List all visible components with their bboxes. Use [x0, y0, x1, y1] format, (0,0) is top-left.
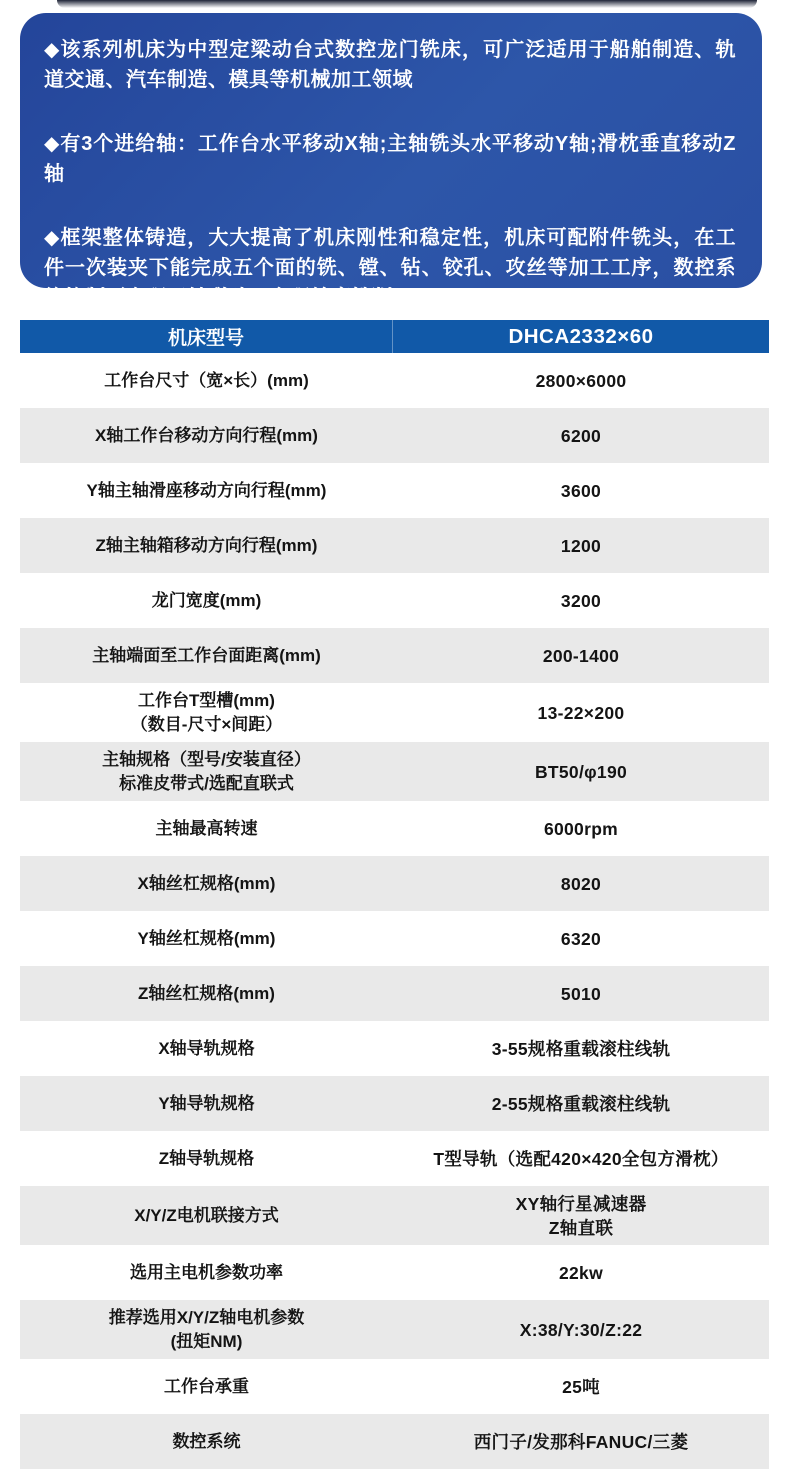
spec-label: X轴导轨规格 — [158, 1038, 255, 1058]
spec-row — [20, 1245, 769, 1300]
spec-header-param-label: 机床型号 — [20, 320, 393, 353]
spec-row — [20, 628, 769, 683]
spec-value: 5010 — [560, 983, 602, 1004]
spec-table-header — [20, 320, 769, 353]
spec-label: Z轴丝杠规格(mm) — [138, 983, 275, 1003]
spec-label: X轴丝杠规格(mm) — [137, 873, 276, 893]
spec-value: 3200 — [560, 590, 602, 611]
spec-label: 主轴最高转速 — [155, 818, 258, 838]
spec-label: Z轴导轨规格 — [158, 1148, 255, 1168]
intro-bullet: ◆该系列机床为中型定梁动台式数控龙门铣床，可广泛适用于船舶制造、轨道交通、汽车制造、模具等机械加工领域 — [44, 39, 736, 91]
spec-value: 200-1400 — [542, 645, 620, 666]
spec-row — [20, 1300, 769, 1359]
spec-label: X/Y/Z电机联接方式 — [134, 1205, 279, 1225]
spec-value: 西门子/发那科FANUC/三菱 — [473, 1431, 689, 1452]
spec-value: 22kw — [558, 1262, 603, 1283]
spec-label: 主轴端面至工作台面距离(mm) — [92, 645, 321, 665]
spec-header-model: DHCA2332×60 — [508, 324, 654, 348]
spec-label: Y轴导轨规格 — [158, 1093, 255, 1113]
spec-value: 6200 — [560, 425, 602, 446]
spec-row — [20, 966, 769, 1021]
spec-label: X轴工作台移动方向行程(mm) — [95, 425, 318, 445]
spec-row — [20, 683, 769, 742]
spec-row — [20, 353, 769, 408]
spec-label: 主轴规格（型号/安装直径） 标准皮带式/选配直联式 — [102, 749, 311, 793]
spec-label: 工作台承重 — [164, 1376, 249, 1396]
top-section-shadow — [57, 0, 757, 8]
spec-value: 2-55规格重载滚柱线轨 — [491, 1093, 671, 1114]
spec-value: 3600 — [560, 480, 602, 501]
spec-row — [20, 1359, 769, 1414]
spec-row — [20, 911, 769, 966]
spec-value: 6000rpm — [543, 818, 619, 839]
spec-value: T型导轨（选配420×420全包方滑枕） — [433, 1148, 729, 1169]
spec-value: 6320 — [560, 928, 602, 949]
spec-label: 龙门宽度(mm) — [151, 590, 262, 610]
spec-row — [20, 1021, 769, 1076]
intro-panel — [20, 13, 762, 309]
spec-label: 推荐选用X/Y/Z轴电机参数 (扭矩NM) — [108, 1307, 305, 1351]
spec-row — [20, 1186, 769, 1245]
spec-row — [20, 1131, 769, 1186]
spec-row — [20, 801, 769, 856]
intro-bullet: ◆有3个进给轴：工作台水平移动X轴;主轴铣头水平移动Y轴;滑枕垂直移动Z轴 — [44, 133, 736, 185]
spec-value: X:38/Y:30/Z:22 — [519, 1319, 643, 1340]
intro-bullet: ◆框架整体铸造，大大提高了机床刚性和稳定性，机床可配附件铣头，在工件一次装夹下能完成五个面的铣、镗、钻、铰孔、攻丝等加工工序，数控系统控制可实现三轴联动，实现轮廓铣削 — [44, 227, 736, 309]
spec-table-body — [20, 353, 769, 1469]
spec-label: Z轴主轴箱移动方向行程(mm) — [95, 535, 318, 555]
spec-value: 25吨 — [562, 1376, 600, 1397]
spec-label: 工作台尺寸（宽×长）(mm) — [104, 370, 309, 390]
spec-label: 数控系统 — [172, 1431, 241, 1451]
spec-value: 13-22×200 — [537, 702, 625, 723]
spec-label: 选用主电机参数功率 — [130, 1262, 283, 1282]
spec-label: Y轴丝杠规格(mm) — [137, 928, 276, 948]
spec-row — [20, 408, 769, 463]
spec-row — [20, 742, 769, 801]
spec-value: 2800×6000 — [535, 370, 627, 391]
spec-value: 3-55规格重载滚柱线轨 — [491, 1038, 671, 1059]
spec-row — [20, 518, 769, 573]
spec-row — [20, 856, 769, 911]
spec-row — [20, 463, 769, 518]
spec-row — [20, 573, 769, 628]
spec-row — [20, 1076, 769, 1131]
spec-table — [20, 320, 769, 1469]
spec-value: 1200 — [560, 535, 602, 556]
spec-label: 工作台T型槽(mm) （数目-尺寸×间距） — [130, 690, 283, 734]
spec-label: Y轴主轴滑座移动方向行程(mm) — [86, 480, 327, 500]
spec-value: XY轴行星减速器 Z轴直联 — [515, 1193, 647, 1238]
spec-value: 8020 — [560, 873, 602, 894]
spec-row — [20, 1414, 769, 1469]
spec-value: BT50/φ190 — [534, 761, 628, 782]
